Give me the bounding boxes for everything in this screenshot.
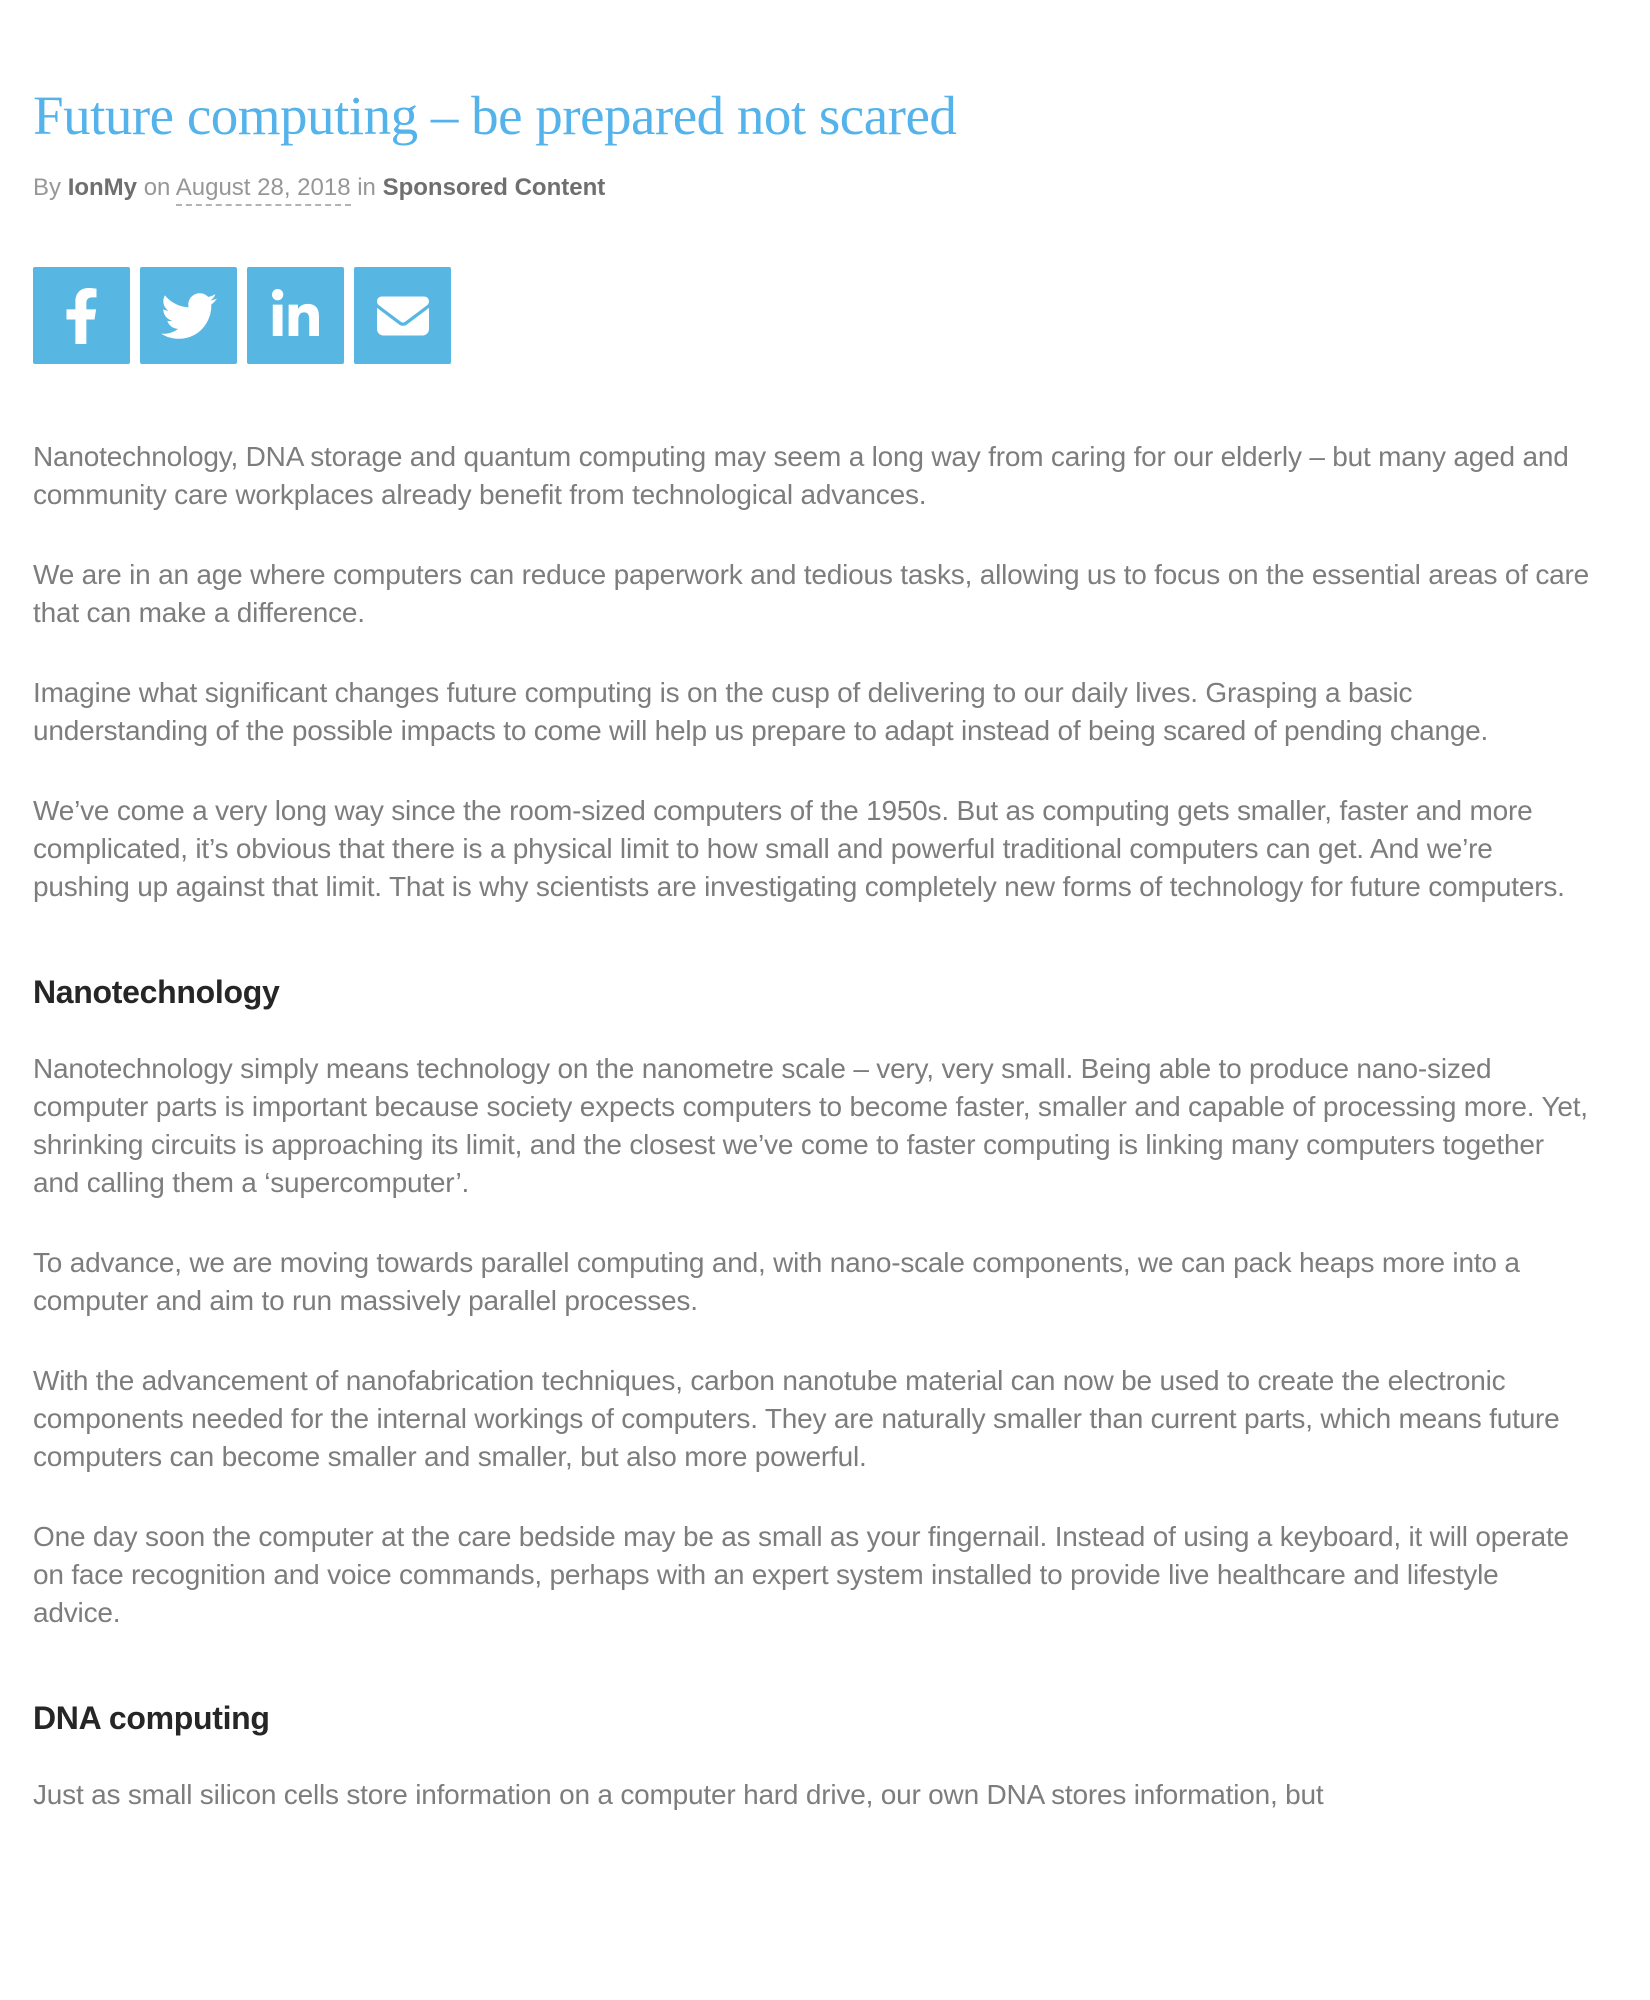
category-link[interactable]: Sponsored Content <box>382 174 606 201</box>
share-buttons-row <box>33 267 1617 364</box>
article-paragraph: Just as small silicon cells store information on a computer hard drive, our own DNA stores information, but <box>33 1779 1324 1810</box>
share-email-button[interactable] <box>354 267 451 364</box>
share-linkedin-button[interactable] <box>247 267 344 364</box>
email-icon <box>377 290 429 342</box>
article-paragraph: Nanotechnology, DNA storage and quantum computing may seem a long way from caring for our elderly – but many aged and community care workplaces already benefit from technological advances. <box>33 441 1569 510</box>
share-facebook-button[interactable] <box>33 267 130 364</box>
byline <box>33 173 1617 202</box>
byline-on-label: on <box>143 174 171 201</box>
byline-in-label: in <box>357 174 376 201</box>
facebook-icon <box>64 288 99 344</box>
article-paragraph: Imagine what significant changes future computing is on the cusp of delivering to our daily lives. Grasping a basic understanding of the possible impacts to come will help us prepare to adapt instead of being scared of pending change. <box>33 677 1489 746</box>
byline-by-label: By <box>33 174 62 201</box>
article-paragraph: We’ve come a very long way since the room-sized computers of the 1950s. But as computing gets smaller, faster and more complicated, it’s obvious that there is a physical limit to how small and powerful traditional computers can get. And we’re pushing up against that limit. That is why scientists are investigating completely new forms of technology for future computers. <box>33 795 1565 902</box>
page-title: Future computing – be prepared not scared <box>33 85 957 146</box>
twitter-icon <box>161 288 217 344</box>
article-paragraph: One day soon the computer at the care bedside may be as small as your fingernail. Instead of using a keyboard, it will operate on face recognition and voice commands, perhaps with an expert system installed to provide live healthcare and lifestyle advice. <box>33 1521 1569 1628</box>
section-heading-nanotechnology: Nanotechnology <box>33 974 280 1010</box>
article-paragraph: With the advancement of nanofabrication techniques, carbon nanotube material can now be used to create the electronic components needed for the internal workings of computers. They are naturally smaller than current parts, which means future computers can become smaller and smaller, but also more powerful. <box>33 1365 1560 1472</box>
post-date: August 28, 2018 <box>176 174 351 206</box>
author-link[interactable]: IonMy <box>67 174 138 201</box>
section-heading-dna-computing: DNA computing <box>33 1700 270 1736</box>
article-header <box>33 85 1617 364</box>
article-paragraph: We are in an age where computers can reduce paperwork and tedious tasks, allowing us to focus on the essential areas of care that can make a difference. <box>33 559 1590 628</box>
article-paragraph: Nanotechnology simply means technology on the nanometre scale – very, very small. Being able to produce nano-sized computer parts is important because society expects computers to become faster, smaller and capable of processing more. Yet, shrinking circuits is approaching its limit, and the closest we’ve come to faster computing is linking many computers together and calling them a ‘supercomputer’. <box>33 1053 1588 1198</box>
share-twitter-button[interactable] <box>140 267 237 364</box>
linkedin-icon <box>272 289 319 343</box>
article-paragraph: To advance, we are moving towards parallel computing and, with nano-scale components, we can pack heaps more into a computer and aim to run massively parallel processes. <box>33 1247 1520 1316</box>
article-page <box>0 85 1650 1814</box>
article-body <box>33 438 1593 1814</box>
